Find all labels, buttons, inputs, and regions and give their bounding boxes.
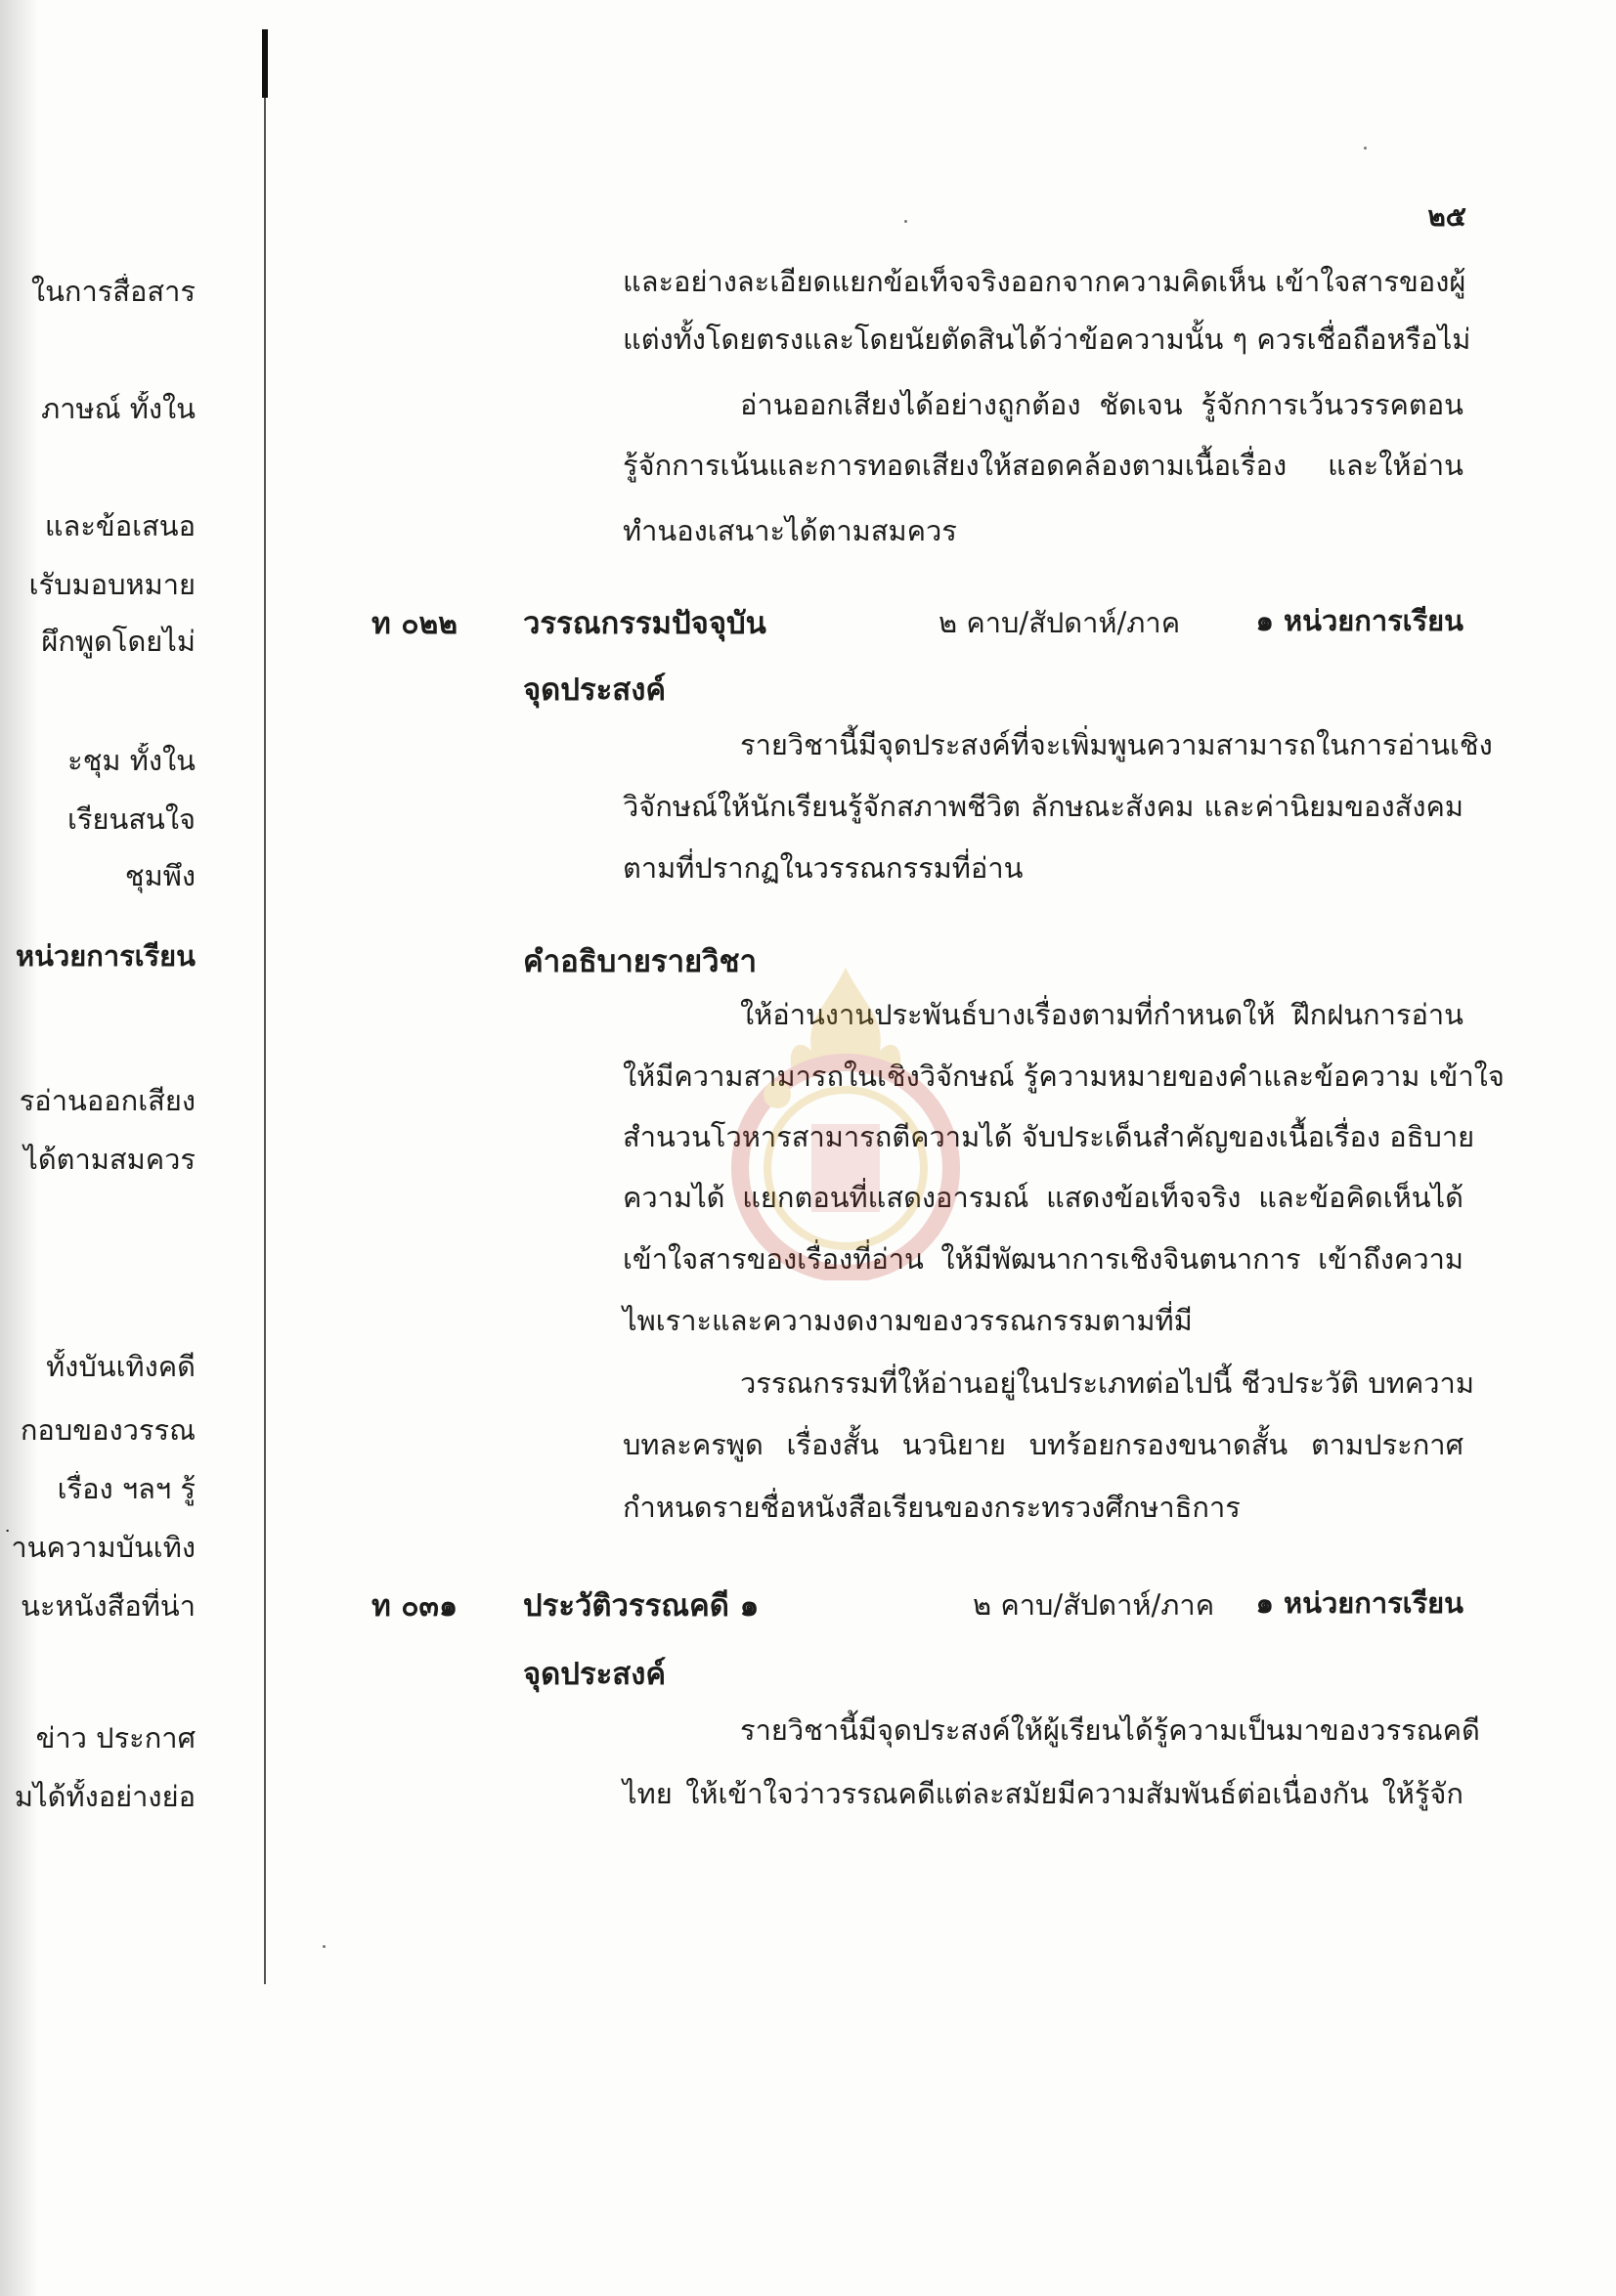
body-line: ให้มีความสามารถในเชิงวิจักษณ์ รู้ความหมายของคำและข้อความ เข้าใจ (623, 1060, 1505, 1093)
course-title: ประวัติวรรณคดี ๑ (523, 1588, 760, 1624)
seal-watermark (719, 958, 973, 1280)
description-heading: คำอธิบายรายวิชา (523, 944, 758, 979)
margin-fragment: ะชุม ทั้งใน (67, 744, 196, 777)
margin-fragment: กอบของวรรณ (20, 1413, 196, 1447)
body-line: วรรณกรรมที่ให้อ่านอยู่ในประเภทต่อไปนี้ ชีวประวัติ บทความ (740, 1366, 1474, 1400)
body-line: บทละครพูด เรื่องสั้น นวนิยาย บทร้อยกรองขนาดสั้น ตามประกาศ (623, 1428, 1463, 1461)
course-hours: ๒ คาบ/สัปดาห์/ภาค (973, 1588, 1215, 1622)
margin-fragment: ผึกพูดโดยไม่ (41, 625, 196, 658)
objective-heading: จุดประสงค์ (523, 672, 667, 708)
margin-fragment: รอ่านออกเสียง (19, 1084, 196, 1117)
margin-fragment: และข้อเสนอ (44, 509, 196, 542)
body-line: รู้จักการเน้นและการทอดเสียงให้สอดคล้องตามเนื้อเรื่อง และให้อ่าน (623, 449, 1463, 482)
course-credit: ๑ หน่วยการเรียน (1255, 604, 1463, 637)
body-line: สำนวนโวหารสามารถตีความได้ จับประเด็นสำคัญของเนื้อเรื่อง อธิบาย (623, 1120, 1475, 1153)
binding-edge-top (262, 29, 268, 98)
page-number: ๒๕ (1427, 200, 1466, 233)
margin-fragment: ภาษณ์ ทั้งใน (41, 392, 196, 425)
body-line: อ่านออกเสียงได้อย่างถูกต้อง ชัดเจน รู้จักการเว้นวรรคตอน (740, 388, 1463, 421)
scan-speck (1364, 147, 1367, 150)
margin-fragment: ในการสื่อสาร (30, 275, 196, 308)
body-line: ทำนองเสนาะได้ตามสมควร (623, 514, 957, 547)
margin-fragment: เรื่อง ฯลฯ รู้ (57, 1472, 196, 1505)
course-hours: ๒ คาบ/สัปดาห์/ภาค (939, 606, 1181, 639)
binding-edge (264, 98, 266, 1984)
margin-fragment: ทั้งบันเทิงคดี (46, 1350, 196, 1383)
body-line: รายวิชานี้มีจุดประสงค์ที่จะเพิ่มพูนความสามารถในการอ่านเชิง (740, 728, 1493, 761)
course-title: วรรณกรรมปัจจุบัน (523, 606, 766, 641)
body-line: กำหนดรายชื่อหนังสือเรียนของกระทรวงศึกษาธิการ (623, 1491, 1241, 1524)
course-credit: ๑ หน่วยการเรียน (1255, 1586, 1463, 1620)
margin-fragment: ่านความบันเทิง (11, 1531, 196, 1564)
body-line: เข้าใจสารของเรื่องที่อ่าน ให้มีพัฒนาการเชิงจินตนาการ เข้าถึงความ (623, 1242, 1463, 1276)
body-line: ไทย ให้เข้าใจว่าวรรณคดีแต่ละสมัยมีความสัมพันธ์ต่อเนื่องกัน ให้รู้จัก (623, 1777, 1463, 1810)
margin-fragment: ได้ตามสมควร (23, 1143, 196, 1176)
body-line: วิจักษณ์ให้นักเรียนรู้จักสภาพชีวิต ลักษณะสังคม และค่านิยมของสังคม (623, 790, 1463, 823)
margin-fragment: หน่วยการเรียน (16, 939, 196, 973)
body-line: ให้อ่านงานประพันธ์บางเรื่องตามที่กำหนดให้ ฝึกฝนการอ่าน (740, 998, 1463, 1031)
body-line: ความได้ แยกตอนที่แสดงอารมณ์ แสดงข้อเท็จจริง และข้อคิดเห็นได้ (623, 1181, 1463, 1214)
body-line: รายวิชานี้มีจุดประสงค์ให้ผู้เรียนได้รู้ความเป็นมาของวรรณคดี (740, 1713, 1480, 1747)
margin-fragment: มได้ทั้งอย่างย่อ (14, 1780, 196, 1813)
margin-fragment: นะหนังสือที่น่า (21, 1589, 196, 1623)
margin-fragment: เรับมอบหมาย (28, 568, 196, 601)
body-line: และอย่างละเอียดแยกข้อเท็จจริงออกจากความคิดเห็น เข้าใจสารของผู้ (623, 265, 1466, 298)
objective-heading: จุดประสงค์ (523, 1657, 667, 1692)
scan-speck (904, 220, 907, 223)
course-code: ท ๐๒๒ (371, 607, 459, 641)
margin-fragment: ข่าว ประกาศ (35, 1721, 196, 1754)
body-line: ตามที่ปรากฏในวรรณกรรมที่อ่าน (623, 851, 1024, 885)
margin-fragment: เรียนสนใจ (67, 802, 196, 836)
body-line: แต่งทั้งโดยตรงและโดยนัยตัดสินได้ว่าข้อความนั้น ๆ ควรเชื่อถือหรือไม่ (623, 323, 1471, 356)
course-code: ท ๐๓๑ (371, 1589, 459, 1624)
body-line: ไพเราะและความงดงามของวรรณกรรมตามที่มี (623, 1304, 1193, 1337)
scan-speck (323, 1945, 326, 1948)
margin-fragment: ชุมพึง (124, 859, 196, 892)
